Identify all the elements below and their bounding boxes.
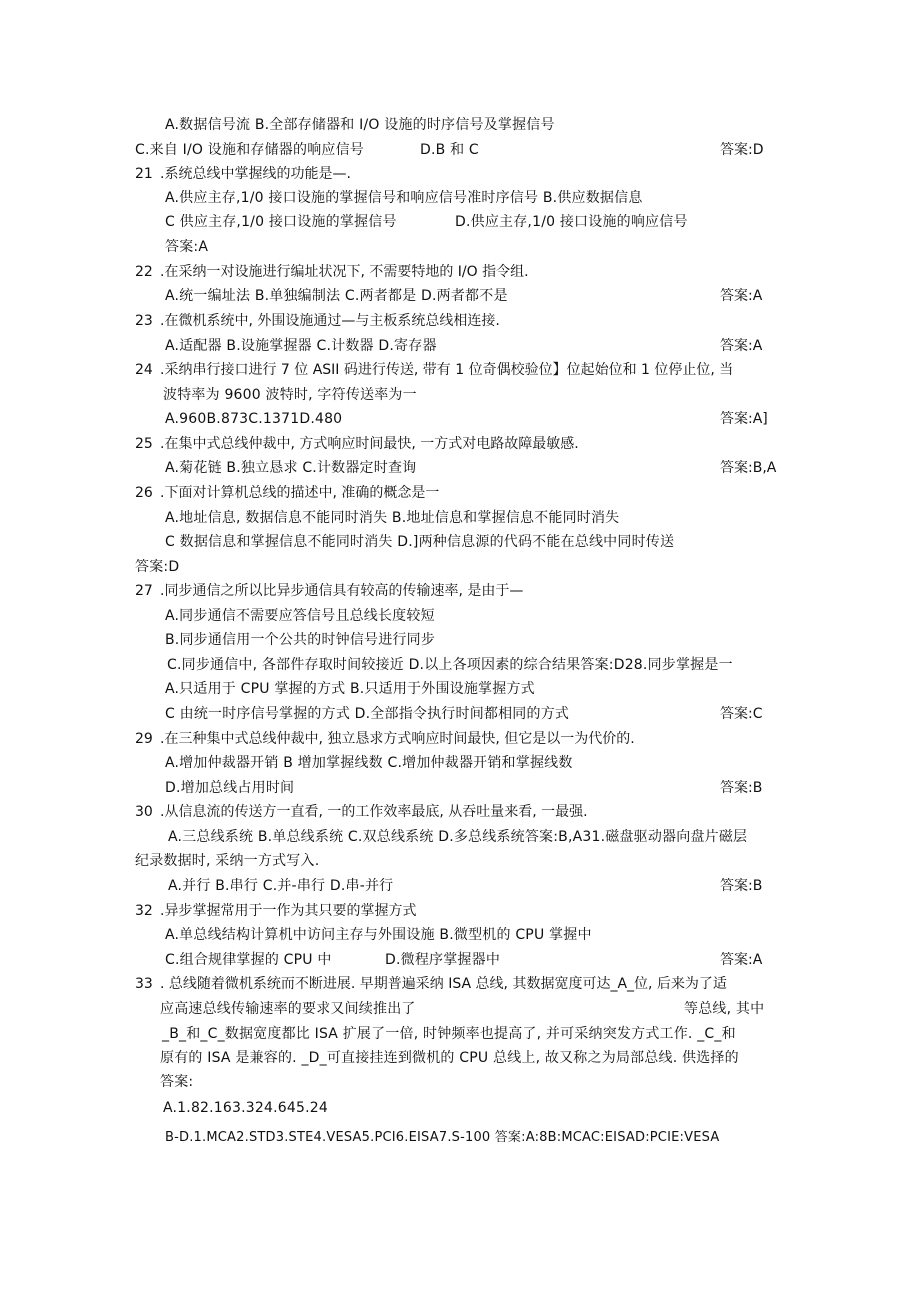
question-text: _B_和_C_数据宽度都比 ISA 扩展了一倍, 时钟频率也提高了, 并可采纳突发方式工作. _C_和 — [162, 1026, 736, 1042]
question-text: .系统总线中掌握线的功能是—. — [160, 166, 351, 182]
option-line: A.数据信号流 B.全部存储器和 I/O 设施的时序信号及掌握信号 — [165, 117, 555, 133]
question-text: .在采纳一对设施进行编址状况下, 不需要特地的 I/O 指令组. — [160, 264, 529, 280]
question-number: 30 — [135, 804, 153, 820]
option-line: C.同步通信中, 各部件存取时间较接近 D.以上各项因素的综合结果答案:D28.同步掌握是一 — [167, 657, 733, 673]
option-line: A.地址信息, 数据信息不能同时消失 B.地址信息和掌握信息不能同时消失 — [165, 510, 620, 526]
option-line: B.同步通信用一个公共的时钟信号进行同步 — [165, 632, 436, 648]
option-line: A.只适用于 CPU 掌握的方式 B.只适用于外围设施掌握方式 — [165, 681, 535, 697]
question-text: .在集中式总线仲裁中, 方式响应时间最快, 一方式对电路故障最敏感. — [160, 436, 579, 452]
option-line: A.同步通信不需要应答信号且总线长度较短 — [165, 608, 435, 624]
answer-label: 答案:A — [720, 288, 763, 304]
option-line: 波特率为 9600 波特时, 字符传送率为一 — [163, 387, 417, 403]
option-line: A.单总线结构计算机中访问主存与外围设施 B.微型机的 CPU 掌握中 — [165, 927, 592, 943]
question-number: 27 — [135, 583, 153, 599]
answer-label: 答案:D — [720, 142, 764, 158]
answer-label: 答案:B — [720, 878, 763, 894]
question-text: .从信息流的传送方一直看, 一的工作效率最底, 从吞吐量来看, 一最强. — [160, 804, 588, 820]
question-number: 23 — [135, 313, 153, 329]
option-line: C.来自 I/O 设施和存储器的响应信号 — [135, 142, 364, 158]
answer-label: 答案:A] — [720, 411, 768, 427]
option-line: A.增加仲裁器开销 B 增加掌握线数 C.增加仲裁器开销和掌握线数 — [165, 755, 573, 771]
question-text: .采纳串行接口进行 7 位 ASII 码进行传送, 带有 1 位奇偶校验位】位起始位和 1 位停止位, 当 — [160, 362, 734, 378]
option-line: A.960B.873C.1371D.480 — [165, 411, 343, 427]
question-text: .异步掌握常用于一作为其只要的掌握方式 — [160, 903, 417, 919]
answer-label: 答案:B — [720, 780, 763, 796]
question-text: .在三种集中式总线仲裁中, 独立恳求方式响应时间最快, 但它是以一为代价的. — [160, 731, 635, 747]
option-line: D.供应主存,1/0 接口设施的响应信号 — [455, 214, 688, 230]
option-line: A.适配器 B.设施掌握器 C.计数器 D.寄存器 — [165, 338, 437, 354]
question-number: 22 — [135, 264, 153, 280]
question-text: .下面对计算机总线的描述中, 准确的概念是一 — [160, 485, 440, 501]
answer-label: 答案:A — [165, 239, 209, 255]
answer-label: 答案: — [160, 1074, 194, 1090]
option-line: A.供应主存,1/0 接口设施的掌握信号和响应信号准时序信号 B.供应数据信息 — [165, 190, 643, 206]
question-text: .在微机系统中, 外围设施通过—与主板系统总线相连接. — [160, 313, 500, 329]
option-line: A.菊花链 B.独立恳求 C.计数器定时查询 — [165, 460, 417, 476]
question-text: 纪录数据时, 采纳一方式写入. — [135, 853, 320, 869]
option-line: C 供应主存,1/0 接口设施的掌握信号 — [165, 214, 397, 230]
answer-label: 答案:D — [135, 559, 180, 575]
question-number: 26 — [135, 485, 153, 501]
question-text: 等总线, 其中 — [684, 1001, 765, 1017]
answer-label: 答案:A — [720, 952, 763, 968]
question-text: . 总线随着微机系统而不断进展. 早期普遍采纳 ISA 总线, 其数据宽度可达_A_位, 后来为了适 — [160, 976, 727, 992]
question-text: .同步通信之所以比异步通信具有较高的传输速率, 是由于— — [160, 583, 524, 599]
question-number: 32 — [135, 903, 153, 919]
answer-label: 答案:B,A — [720, 460, 777, 476]
question-number: 24 — [135, 362, 153, 378]
question-number: 25 — [135, 436, 153, 452]
question-text: 原有的 ISA 是兼容的. _D_可直接挂连到微机的 CPU 总线上, 故又称之为局部总线. 供选择的 — [160, 1050, 739, 1066]
question-text: 应高速总线传输速率的要求又间续推出了 — [160, 1001, 416, 1017]
option-line: A.统一编址法 B.单独编制法 C.两者都是 D.两者都不是 — [165, 288, 508, 304]
question-number: 29 — [135, 731, 153, 747]
option-line: B-D.1.MCA2.STD3.STE4.VESA5.PCI6.EISA7.S-100 答案:A:8B:MCAC:EISAD:PCIE:VESA — [165, 1130, 720, 1145]
option-line: A.并行 B.串行 C.并-串行 D.串-并行 — [168, 878, 394, 894]
answer-label: 答案:C — [720, 706, 763, 722]
option-line: D.B 和 C — [420, 142, 479, 158]
answer-label: 答案:A — [720, 338, 763, 354]
option-line: A.三总线系统 B.单总线系统 C.双总线系统 D.多总线系统答案:B,A31.磁盘驱动器向盘片磁层 — [168, 829, 748, 845]
option-line: D.增加总线占用时间 — [165, 780, 295, 796]
question-number: 33 — [135, 976, 153, 992]
option-line: C 数据信息和掌握信息不能同时消失 D.]两种信息源的代码不能在总线中同时传送 — [165, 534, 675, 550]
option-line: A.1.82.163.324.645.24 — [163, 1100, 328, 1116]
option-line: C 由统一时序信号掌握的方式 D.全部指令执行时间都相同的方式 — [165, 706, 570, 722]
question-number: 21 — [135, 166, 153, 182]
option-line: D.微程序掌握器中 — [385, 952, 501, 968]
option-line: C.组合规律掌握的 CPU 中 — [165, 952, 332, 968]
